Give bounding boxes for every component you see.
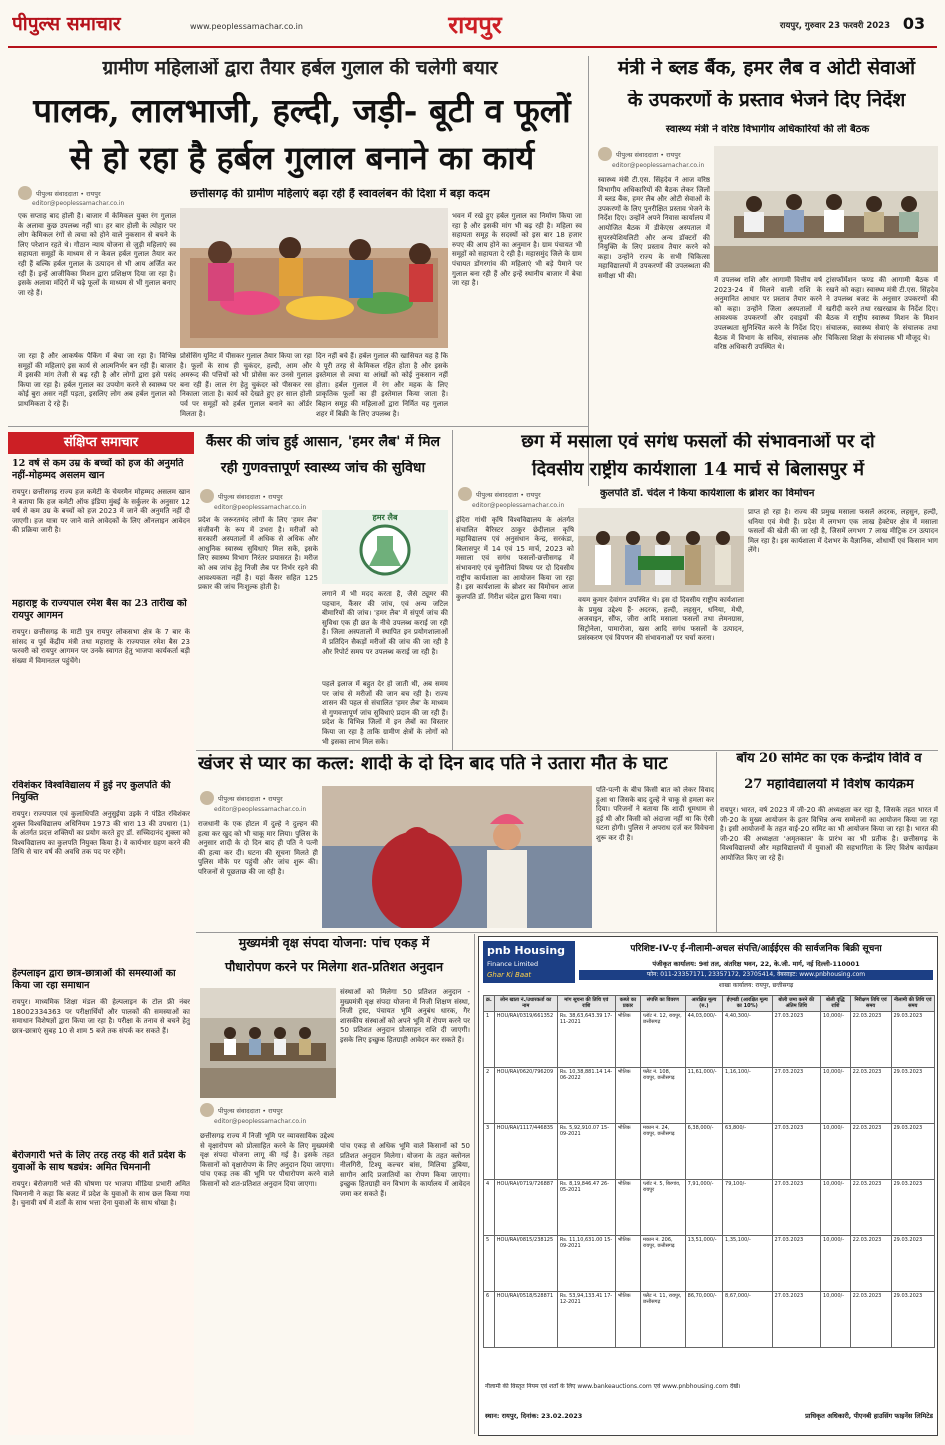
table-cell: 27.03.2023 [772, 1123, 821, 1179]
table-cell: 7,91,000/- [685, 1179, 722, 1235]
byline-text: पीपुल्स संवाददाता • रायपुर [218, 492, 283, 501]
brief-item-5-title: बेरोजगारी भत्ते के लिए तरह तरह की शर्ते प्रदेश के युवाओं के साथ षड्यंत्र: अमित चिमनानी [12, 1150, 186, 1173]
story4-headline-line2: दिवसीय राष्ट्रीय कार्यशाला 14 मार्च से बिलासपुर में [531, 460, 865, 480]
ad-title: परिशिष्ट-IV-ए ई-नीलामी-अचल संपत्ति/आईईएस की सार्वजनिक बिक्री सूचना [630, 944, 882, 954]
table-cell: 10,000/- [821, 1291, 851, 1347]
story7-headline-line1: मुख्यमंत्री वृक्ष संपदा योजना: पांच एकड़ में [238, 936, 430, 950]
pnb-brand-sub: Finance Limited [487, 960, 539, 968]
story7-column-2: छत्तीसगढ़ राज्य में निजी भूमि पर व्यावसायिक उद्देश्य से वृक्षारोपण को प्रोत्साहित करने के लिए मुख्यमंत्री वृक्ष संपदा योजना लागू की गई है। इसके तहत किसानों को वृक्षारोपण के लिए अनुदान दिया जाएगा। पांच एकड़ तक की भूमि पर पौधारोपण करने वाले किसानों को शत-प्रतिशत अनुदान दिया जाएगा। [200, 1132, 334, 1188]
story1-byline [18, 185, 198, 201]
reporter-icon [598, 147, 612, 161]
story5-headline: खंजर से प्यार का कत्ल: शादी के दो दिन बाद पति ने उतारा मौत के घाट [198, 754, 668, 774]
story4-email: editor@peoplessamachar.co.in [472, 502, 565, 509]
table-cell: 10,000/- [821, 1179, 851, 1235]
table-cell: 44,03,000/- [685, 1011, 722, 1067]
story5-column-3: पति-पत्नी के बीच किसी बात को लेकर विवाद हुआ था जिसके बाद दुल्हे ने चाकू से हमला कर दिया। परिजनों ने बताया कि शादी धूमधाम से हुई थी और किसी को अंदाजा नहीं था कि ऐसी घटना होगी। पुलिस ने अपराध दर्ज कर विवेचना शुरू कर दी है। [596, 786, 714, 842]
ad-place-date: स्थान: रायपुर, दिनांक: 23.02.2023 [485, 1412, 583, 1420]
page-number: 03 [902, 14, 926, 33]
table-cell: भौतिक [615, 1123, 640, 1179]
table-cell: 29.03.2023 [891, 1235, 935, 1291]
masthead-logo: पीपुल्स समाचार [12, 13, 121, 35]
table-cell: Rs. 8,19,846.47 26-05-2021 [557, 1179, 615, 1235]
table-cell: 27.03.2023 [772, 1179, 821, 1235]
vertical-divider [716, 752, 717, 932]
brief-item-2-text: रायपुर। छत्तीसगढ़ के माटी पुत्र रायपुर लोकसभा क्षेत्र के 7 बार के सांसद व पूर्व केंद्रीय मंत्री तथा महाराष्ट्र के राज्यपाल रमेश बैस 23 फरवरी को रायपुर आगमन पर उनके स्वागत हेतु भाजपा कार्यकर्ता बड़ी संख्या में विमानतल पहुंचेंगे। [12, 628, 190, 665]
pnb-tagline: Ghar Ki Baat [487, 971, 532, 979]
brochure-launch-photo [578, 508, 744, 592]
story7-byline [200, 1102, 350, 1118]
ad-branch: शाखा कार्यालय: रायपुर, छत्तीसगढ़ [718, 982, 794, 989]
story2-headline-line1: मंत्री ने ब्लड बैंक, हमर लैब व ओटी सेवाओं [617, 58, 916, 79]
brief-item-1-text: रायपुर। छत्तीसगढ़ राज्य हज कमेटी के चेयरमैन मोहम्मद असलम खान ने बताया कि हज कमेटी ऑफ इंडिया मुंबई के सर्कुलर के अनुसार 12 वर्ष से कम उम्र के बच्चों को हज 2023 में जाने की अनुमति नहीं दी जाएगी। हज यात्रा पर जाने वाले आवेदकों के लिए ऑनलाइन आवेदन की प्रक्रिया जारी है। [12, 488, 190, 535]
byline-text: पीपुल्स संवाददाता • रायपुर [36, 189, 101, 198]
herbal-gulal-photo [180, 208, 448, 348]
table-row [484, 1179, 935, 1235]
horizontal-divider [8, 426, 588, 427]
col-header: आरक्षित मूल्य (रु.) [685, 996, 722, 1012]
ad-office: पंजीकृत कार्यालय: 9वां तल, अंतरिक्ष भवन, 22, के.जी. मार्ग, नई दिल्ली-110001 [652, 960, 860, 968]
vertical-divider [474, 934, 475, 1434]
story1-column-4: भवन में रखे हुए हर्बल गुलाल का निर्माण किया जा रहा है और इसकी मांग भी बढ़ रही है। महिला स्व सहायता समूह के सदस्यों को इस बार 18 हजार रुपए की आय होने का अनुमान है। ग्राम पंचायत भी समूहों को सहायता दे रही है। महासमुंद जिले के ग्राम पंचायत डोंगरगांव की महिलाएं भी बड़े पैमाने पर गुलाल बना रही हैं और इन्हें स्थानीय बाजार में बेचा जा रहा है। [452, 212, 582, 288]
story1-column-2: प्रोसेसिंग यूनिट में पीसकर गुलाल तैयार किया जा रहा है। फूलों के साथ ही चुकंदर, हल्दी, आम और अमरूद की पत्तियों को भी प्रोसेस कर उनसे गुलाल बना रही हैं। लाल रंग हेतु चुकंदर को पीसकर रस निकाला जाता है। कार्य को देखते हुए हर साल होली पर्व पर समूहों को हर्बल गुलाल बनाने का ऑर्डर मिलता है। [180, 352, 312, 418]
issue-date: रायपुर, गुरुवार 23 फरवरी 2023 [779, 21, 890, 31]
story4-headline-line1: छग में मसाला एवं सगंध फसलों की संभावनाओं पर दो [521, 432, 875, 452]
auction-table-header [484, 996, 935, 1012]
byline-text: पीपुल्स संवाददाता • रायपुर [616, 150, 681, 159]
table-cell: 1 [484, 1011, 495, 1067]
table-cell: 4,40,300/- [723, 1011, 772, 1067]
story7-email: editor@peoplessamachar.co.in [214, 1118, 307, 1125]
col-header: बोली वृद्धि राशि [821, 996, 851, 1012]
col-header: निरीक्षण तिथि एवं समय [850, 996, 891, 1012]
masthead-divider [8, 46, 937, 48]
table-cell: 1,35,100/- [723, 1235, 772, 1291]
table-cell: 79,100/- [723, 1179, 772, 1235]
table-cell: 10,000/- [821, 1067, 851, 1123]
table-cell: 22.03.2023 [850, 1011, 891, 1067]
table-cell: प्लॉट नं. 5, बिरगांव, रायपुर [641, 1179, 686, 1235]
story1-subhead: छत्तीसगढ़ की ग्रामीण महिलाएं बढ़ा रही हैं स्वावलंबन की दिशा में बड़ा कदम [190, 188, 490, 200]
hamar-lab-logo [322, 510, 448, 584]
table-row [484, 1067, 935, 1123]
table-cell: Rs. 5,92,910.07 15-09-2021 [557, 1123, 615, 1179]
table-cell: 5 [484, 1235, 495, 1291]
story2-column-1: स्वास्थ्य मंत्री टी.एस. सिंहदेव ने आज वरिष्ठ विभागीय अधिकारियों की बैठक लेकर जिलों में ब्लड बैंक, हमर लैब और ओटी सेवाओं के उपकरणों के लिए पुनरीक्षित प्रस्ताव भेजने के निर्देश दिए। उन्होंने अपने निवास कार्यालय में आयोजित बैठक में डीकेएस अस्पताल में सुपरस्पेशियलिटी और अन्य डॉक्टरों की नियुक्ति के लिए प्रस्ताव तैयार करने को कहा। उन्होंने राज्य के सभी चिकित्सा महाविद्यालयों में उपकरणों की उपलब्धता की समीक्षा भी की। [598, 176, 710, 280]
col-header: संपत्ति का विवरण [641, 996, 686, 1012]
table-cell: 63,800/- [723, 1123, 772, 1179]
reporter-icon [200, 489, 214, 503]
table-cell: HOU/RAI/0620/796209 [494, 1067, 557, 1123]
byline-text: पीपुल्स संवाददाता • रायपुर [476, 490, 541, 499]
table-cell: 29.03.2023 [891, 1123, 935, 1179]
lab-logo-text: हमर लैब [372, 513, 398, 522]
wedding-photo [322, 786, 592, 928]
col-header: कब्जे का प्रकार [615, 996, 640, 1012]
col-header: लोन खाता नं./उधारकर्ता का नाम [494, 996, 557, 1012]
table-cell: HOU/RAI/0815/238125 [494, 1235, 557, 1291]
story4-subhead: कुलपति डॉ. चंदेल ने किया कार्यशाला के ब्रोशर का विमोचन [600, 488, 815, 499]
story2-column-2: में उपलब्ध राशि और आगामी वित्तीय वर्ष 2023-24 में मिलने वाली राशि के अनुमानित आधार पर प्रस्ताव तैयार करने को कहा। उन्होंने जिला अस्पतालों में आवश्यक उपकरणों और दवाइयों की उपलब्धता सुनिश्चित करने के निर्देश दिए। बैठक में विभाग के सचिव, संचालक और वरिष्ठ अधिकारी उपस्थित थे। [714, 276, 822, 352]
brief-item-5-text: रायपुर। बेरोजगारी भत्ते की घोषणा पर भाजपा मीडिया प्रभारी अमित चिमनानी ने कहा कि बजट में प्रदेश के युवाओं के साथ छल किया गया है। चुनावी वर्ष में शर्तों के साथ भत्ता देना युवाओं के साथ धोखा है। [12, 1180, 190, 1208]
story4-column-1: इंदिरा गांधी कृषि विश्वविद्यालय के अंतर्गत संचालित बैरिस्टर ठाकुर छेदीलाल कृषि महाविद्यालय एवं अनुसंधान केन्द्र, सरकंडा, बिलासपुर में 14 एवं 15 मार्च, 2023 को मसाला एवं सगंध फसलों-छत्तीसगढ़ में संभावनाएं एवं चुनौतियां विषय पर दो दिवसीय राष्ट्रीय कार्यशाला का आयोजन किया जा रहा है। इस कार्यशाला के ब्रोशर का विमोचन आज कुलपति डॉ. गिरीश चंदेल द्वारा किया गया। [456, 516, 574, 601]
horizontal-divider [196, 750, 938, 751]
vertical-divider [452, 430, 453, 750]
brief-item-2-title: महाराष्ट्र के राज्यपाल रमेश बैस का 23 तारीख को रायपुर आगमन [12, 598, 187, 621]
story3-column-2: लगाने में भी मदद करता है, जैसे ट्यूमर की पहचान, कैंसर की जांच, एवं अन्य जटिल बीमारियों की जांच। 'हमर लैब' में संपूर्ण जांच की सुविधा एक ही छत के नीचे उपलब्ध कराई जा रही है। जिला अस्पतालों में स्थापित इन प्रयोगशालाओं में प्रतिदिन सैकड़ों मरीजों की जांच की जा रही है और रिपोर्ट समय पर उपलब्ध कराई जा रही है। [322, 590, 448, 656]
table-cell: भौतिक [615, 1179, 640, 1235]
table-cell: 29.03.2023 [891, 1291, 935, 1347]
pnb-brand: pnb Housing [487, 944, 566, 957]
table-cell: HOU/RAI/0719/726887 [494, 1179, 557, 1235]
byline-text: पीपुल्स संवाददाता • रायपुर [218, 794, 283, 803]
story1-column-3: दिन नहीं बचे हैं। हर्बल गुलाल की खासियत यह है कि ये पूरी तरह से केमिकल रहित होता है और इसके इस्तेमाल से त्वचा या आंखों को कोई नुकसान नहीं होता। हर्बल गुलाल में रंग और महक के लिए प्राकृतिक फूलों का ही इस्तेमाल किया जाता है। बिहान समूह की महिलाओं द्वारा निर्मित यह गुलाल शहर में बिक्री के लिए उपलब्ध है। [316, 352, 448, 418]
ad-signature: प्राधिकृत अधिकारी, पीएनबी हाउसिंग फाइनेंस लिमिटेड [805, 1412, 933, 1420]
masthead [0, 0, 945, 50]
story7-headline-line2: पौधारोपण करने पर मिलेगा शत-प्रतिशत अनुदान [224, 960, 444, 974]
reporter-icon [200, 1103, 214, 1117]
col-header: ईएमडी (आरक्षित मूल्य का 10%) [723, 996, 772, 1012]
table-cell: 22.03.2023 [850, 1235, 891, 1291]
table-cell: 27.03.2023 [772, 1011, 821, 1067]
table-cell: 22.03.2023 [850, 1067, 891, 1123]
table-cell: भौतिक [615, 1235, 640, 1291]
story6-headline-line1: बॉय 20 समिट का एक केन्द्रीय विवि व [736, 752, 922, 766]
table-cell: भौतिक [615, 1011, 640, 1067]
story2-headline-line2: के उपकरणों के प्रस्ताव भेजने दिए निर्देश [627, 90, 906, 111]
table-cell: 27.03.2023 [772, 1235, 821, 1291]
masthead-website[interactable]: www.peoplessamachar.co.in [190, 22, 303, 31]
table-row [484, 1291, 935, 1347]
table-cell: Rs. 11,10,631.00 15-09-2021 [557, 1235, 615, 1291]
table-cell: 86,70,000/- [685, 1291, 722, 1347]
story1-column-5: जा रहा है और आकर्षक पैकिंग में बेचा जा रहा है। विभिन्न समूहों की महिलाएं इस कार्य से आत्मनिर्भर बन रही हैं। बाजार में इसकी मांग तेजी से बढ़ रही है और लोगों द्वारा इसे पसंद किया जा रहा है। हर्बल गुलाल का उपयोग करने से स्वास्थ्य पर कोई बुरा असर नहीं पड़ता, इसलिए लोग अब हर्बल गुलाल को प्राथमिकता दे रहे हैं। [18, 352, 176, 408]
story5-column-1: राजधानी के एक होटल में दुल्हे ने दुल्हन की हत्या कर खुद को भी चाकू मार लिया। पुलिस के अनुसार शादी के दो दिन बाद ही पति ने पत्नी की हत्या कर दी। घटना की सूचना मिलते ही पुलिस मौके पर पहुंची और जांच शुरू की। परिजनों से पूछताछ की जा रही है। [198, 820, 318, 876]
table-cell: प्लॉट नं. 12, रायपुर, छत्तीसगढ़ [641, 1011, 686, 1067]
story3-column-3: पहले इलाज में बहुत देर हो जाती थी, अब समय पर जांच से मरीजों की जान बच रही है। राज्य शासन की पहल से संचालित 'हमर लैब' के माध्यम से गुणवत्तापूर्ण जांच सुविधाएं प्रदान की जा रही हैं। प्रदेश के विभिन्न जिलों में इन लैबों का विस्तार किया जा रहा है ताकि ग्रामीण क्षेत्रों के लोगों को भी इसका लाभ मिल सके। [322, 680, 448, 746]
table-cell: HOU/RAI/0319/661352 [494, 1011, 557, 1067]
table-cell: 2 [484, 1067, 495, 1123]
women-making-gulal-image [180, 208, 448, 348]
vertical-divider [588, 56, 589, 486]
table-cell: फ्लैट नं. 108, रायपुर, छत्तीसगढ़ [641, 1067, 686, 1123]
table-cell: 3 [484, 1123, 495, 1179]
table-cell: 1,16,100/- [723, 1067, 772, 1123]
table-cell: 6,38,000/- [685, 1123, 722, 1179]
story2-email: editor@peoplessamachar.co.in [612, 162, 705, 169]
col-header: बोली जमा करने की अंतिम तिथि [772, 996, 821, 1012]
table-cell: Rs. 10,38,881.14 14-06-2022 [557, 1067, 615, 1123]
story2-column-3: ट्रांसफॉर्मेशन फण्ड की आगामी बैठक में रखने को कहा। स्वास्थ्य मंत्री टी.एस. सिंहदेव ने उपलब्ध बजट के अनुसार उपकरणों की खरीदी करने तथा रखरखाव के निर्देश दिए। बैठक में राष्ट्रीय स्वास्थ्य मिशन के मिशन संचालक, स्वास्थ्य सेवाएं के संचालक तथा चिकित्सा शिक्षा के संचालक भी मौजूद थे। [826, 276, 938, 342]
table-cell: Rs. 53,94,133.41 17-12-2021 [557, 1291, 615, 1347]
story3-column-1: प्रदेश के जरूरतमंद लोगों के लिए 'हमर लैब' संजीवनी के रूप में उभरा है। मरीजों को सरकारी अस्पतालों में अधिक से अधिक और आधुनिक स्वास्थ्य सुविधाएं मिल सकें, इसके लिए स्वास्थ्य विभाग निरंतर प्रयासरत है। मरीज को अब जांच हेतु निजी लैब पर निर्भर रहने की आवश्यकता नहीं है। यहां कैंसर सहित 125 प्रकार की जांच निःशुल्क होती है। [198, 516, 318, 592]
table-cell: 22.03.2023 [850, 1123, 891, 1179]
story7-column-1: संस्थाओं को मिलेगा 50 प्रतिशत अनुदान - मुख्यमंत्री वृक्ष संपदा योजना में निजी शिक्षण संस्था, निजी ट्रस्ट, पंचायत भूमि अनुबंध धारक, गैर शासकीय संस्थाओं को अपने भूमि में रोपण करने पर 50 प्रतिशत अनुदान प्रोत्साहन राशि दी जाएगी। इसके लिए इच्छुक हितग्राही आवेदन कर सकते हैं। [340, 988, 470, 1044]
table-cell: 29.03.2023 [891, 1179, 935, 1235]
story4-column-3: प्राप्त हो रहा है। राज्य की प्रमुख मसाला फसलें अदरक, लहसुन, हल्दी, धनिया एवं मेथी हैं। प्रदेश में लगभग एक लाख हेक्टेयर क्षेत्र में मसाला फसलों की खेती की जा रही है, जिसमें लगभग 7 लाख मीट्रिक टन उत्पादन मिल रहा है। इस कार्यशाला में देशभर के वैज्ञानिक, शोधार्थी एवं किसान भाग लेंगे। [748, 508, 938, 555]
meeting-photo [714, 146, 938, 272]
conference-image [200, 988, 336, 1098]
table-cell: 10,000/- [821, 1235, 851, 1291]
col-header: क्र. [484, 996, 495, 1012]
table-cell: मकान नं. 24, रायपुर, छत्तीसगढ़ [641, 1123, 686, 1179]
reporter-icon [18, 186, 32, 200]
table-cell: 10,000/- [821, 1123, 851, 1179]
edition-name: रायपुर [448, 10, 502, 39]
table-cell: भौतिक [615, 1291, 640, 1347]
pnb-logo-box [483, 941, 575, 983]
ad-footer-note: नीलामी की विस्तृत नियम एवं शर्तों के लिए www.bankeauctions.com एवं www.pnbhousing.com देखें। [485, 1383, 741, 1390]
story4-byline [458, 486, 608, 502]
table-cell: 4 [484, 1179, 495, 1235]
reporter-icon [458, 487, 472, 501]
table-cell: Rs. 38,63,643.39 17-11-2021 [557, 1011, 615, 1067]
table-cell: 27.03.2023 [772, 1067, 821, 1123]
brief-item-3-text: रायपुर। राज्यपाल एवं कुलाधिपति अनुसुईया उइके ने पंडित रविशंकर शुक्ल विश्वविद्यालय अधिनियम 1973 की धारा 13 की उपधारा (1) के अंतर्गत प्रदत्त शक्तियों का प्रयोग करते हुए डॉ. सच्चिदानंद शुक्ला को विश्वविद्यालय का कुलपति नियुक्त किया है। वे कार्यभार ग्रहण करने की तिथि से चार वर्ष की अवधि तक पद पर रहेंगे। [12, 810, 190, 857]
auction-table-wrap [483, 995, 935, 1375]
table-cell: भौतिक [615, 1067, 640, 1123]
story3-byline [200, 488, 360, 504]
story1-email: editor@peoplessamachar.co.in [32, 200, 125, 207]
brief-news-banner: संक्षिप्त समाचार [8, 432, 194, 454]
table-cell: HOU/RAI/1117/446835 [494, 1123, 557, 1179]
story3-email: editor@peoplessamachar.co.in [214, 504, 307, 511]
reporter-icon [200, 791, 214, 805]
story5-email: editor@peoplessamachar.co.in [214, 806, 307, 813]
table-row [484, 1235, 935, 1291]
table-cell: फ्लैट नं. 11, रायपुर, छत्तीसगढ़ [641, 1291, 686, 1347]
auction-table [483, 995, 935, 1348]
table-cell: 29.03.2023 [891, 1067, 935, 1123]
tree-scheme-photo [200, 988, 336, 1098]
brief-item-4-text: रायपुर। माध्यमिक शिक्षा मंडल की हेल्पलाइन के टोल फ्री नंबर 18002334363 पर परीक्षार्थियों और पालकों की समस्याओं का समाधान विशेषज्ञों द्वारा किया जा रहा है। परीक्षा के तनाव से बचने हेतु छात्र-छात्राएं सुबह 10 से शाम 5 बजे तक संपर्क कर सकते हैं। [12, 998, 190, 1035]
table-row [484, 1011, 935, 1067]
table-cell: HOU/RAI/0518/528871 [494, 1291, 557, 1347]
table-cell: 22.03.2023 [850, 1291, 891, 1347]
table-cell: मकान नं. 206, रायपुर, छत्तीसगढ़ [641, 1235, 686, 1291]
story4-column-2: वयम कुमार देवांगन उपस्थित थे। इस दो दिवसीय राष्ट्रीय कार्यशाला के प्रमुख उद्देश्य हैं- अदरक, हल्दी, लहसुन, धनिया, मेथी, अजवाइन, सौंफ, जीरा आदि मसाला फसलों तथा लेमनग्रास, सिट्रोनेला, पामारोजा, खस आदि सगंध फसलों के उत्पादन, प्रसंस्करण एवं विपणन की संभावनाओं पर चर्चा करना। [578, 596, 744, 643]
story3-headline-line1: कैंसर की जांच हुई आसान, 'हमर लैब' में मिल [205, 434, 441, 450]
col-header: मांग सूचना की तिथि एवं राशि [557, 996, 615, 1012]
story1-column-1: एक सप्ताह बाद होली है। बाजार में केमिकल युक्त रंग गुलाल के अलावा कुछ उपलब्ध नहीं था। हर बार होली के त्योहार पर लोग केमिकल रंगों से त्वचा को होने वाले नुकसान से बचने के लिए परेशान रहते थे। गौठान न्याय योजना से जुड़ी महिलाएं स्व सहायता समूहों के माध्यम से न केवल हर्बल गुलाल तैयार कर रही हैं बल्कि हर्बल गुलाल के उत्पादन से भी आय अर्जित कर रही हैं। इन्हें आजीविका मिशन द्वारा प्रशिक्षण दिया जा रहा है। इसके अलावा मंदिरों में चढ़े फूलों के माध्यम से भी गुलाल बनाए जा रहे हैं। [18, 212, 176, 297]
story3-headline-line2: रही गुणवत्तापूर्ण स्वास्थ्य जांच की सुविधा [220, 460, 426, 476]
brief-item-3-title: रविशंकर विश्वविद्यालय में हुई नए कुलपति की नियुक्ति [12, 780, 171, 803]
table-cell: 6 [484, 1291, 495, 1347]
story2-subhead: स्वास्थ्य मंत्री ने वरिष्ठ विभागीय अधिकारियों की ली बैठक [665, 124, 870, 135]
table-cell: 27.03.2023 [772, 1291, 821, 1347]
col-header: नीलामी की तिथि एवं समय [891, 996, 935, 1012]
story6-text: रायपुर। भारत, वर्ष 2023 में जी-20 की अध्यक्षता कर रहा है, जिसके तहत भारत में जी-20 के मुख्य आयोजन के इतर विभिन्न अन्य सम्मेलनों का आयोजन किया जा रहा है। इसी आयोजनों के तहत वाई-20 समिट का भी आयोजन किया जा रहा है। भारत की जी-20 की अध्यक्षता 'अमृतकाल' के प्रारंभ का भी प्रतीक है। छत्तीसगढ़ के विश्वविद्यालयों और महाविद्यालयों में युवाओं की सहभागिता के लिए विशेष कार्यक्रम आयोजित किए जा रहे हैं। [720, 806, 938, 862]
table-cell: 13,51,000/- [685, 1235, 722, 1291]
table-cell: 29.03.2023 [891, 1011, 935, 1067]
table-cell: 22.03.2023 [850, 1179, 891, 1235]
story6-headline-line2: 27 महाविद्यालयों में विशेष कार्यक्रम [744, 778, 914, 792]
couple-wedding-image [322, 786, 592, 928]
table-cell: 8,67,000/- [723, 1291, 772, 1347]
brief-item-1-title: 12 वर्ष से कम उम्र के बच्चों को हज की अनुमति नहीं-मोहम्मद असलम खान [12, 458, 184, 481]
ad-phone: फोन: 011-23357171, 23357172, 23705414, वेबसाइट: www.pnbhousing.com [579, 970, 933, 980]
story1-headline-line2: से हो रहा है हर्बल गुलाल बनाने का कार्य [69, 140, 535, 177]
table-row [484, 1123, 935, 1179]
health-meeting-image [714, 146, 938, 272]
brief-item-4-title: हेल्पलाइन द्वारा छात्र-छात्राओं की समस्याओं का किया जा रहा समाधान [12, 968, 176, 991]
officials-group-image [578, 508, 744, 592]
story1-headline-line1: पालक, लालभाजी, हल्दी, जड़ी- बूटी व फूलों [33, 92, 571, 130]
story7-column-3: पांच एकड़ से अधिक भूमि वाले किसानों को 50 प्रतिशत अनुदान मिलेगा। योजना के तहत क्लोनल नीलगिरी, टिश्यू कल्चर बांस, मिलिया डुबिया, सागौन आदि प्रजातियों का रोपण किया जाएगा। इच्छुक हितग्राही वन विभाग के कार्यालय में आवेदन जमा कर सकते हैं। [340, 1142, 470, 1198]
table-cell: 10,000/- [821, 1011, 851, 1067]
byline-text: पीपुल्स संवाददाता • रायपुर [218, 1106, 283, 1115]
table-cell: 11,61,000/- [685, 1067, 722, 1123]
pnb-housing-ad [478, 936, 938, 1436]
horizontal-divider [196, 932, 938, 933]
story1-kicker: ग्रामीण महिलाओं द्वारा तैयार हर्बल गुलाल की चलेगी बयार [102, 58, 498, 79]
